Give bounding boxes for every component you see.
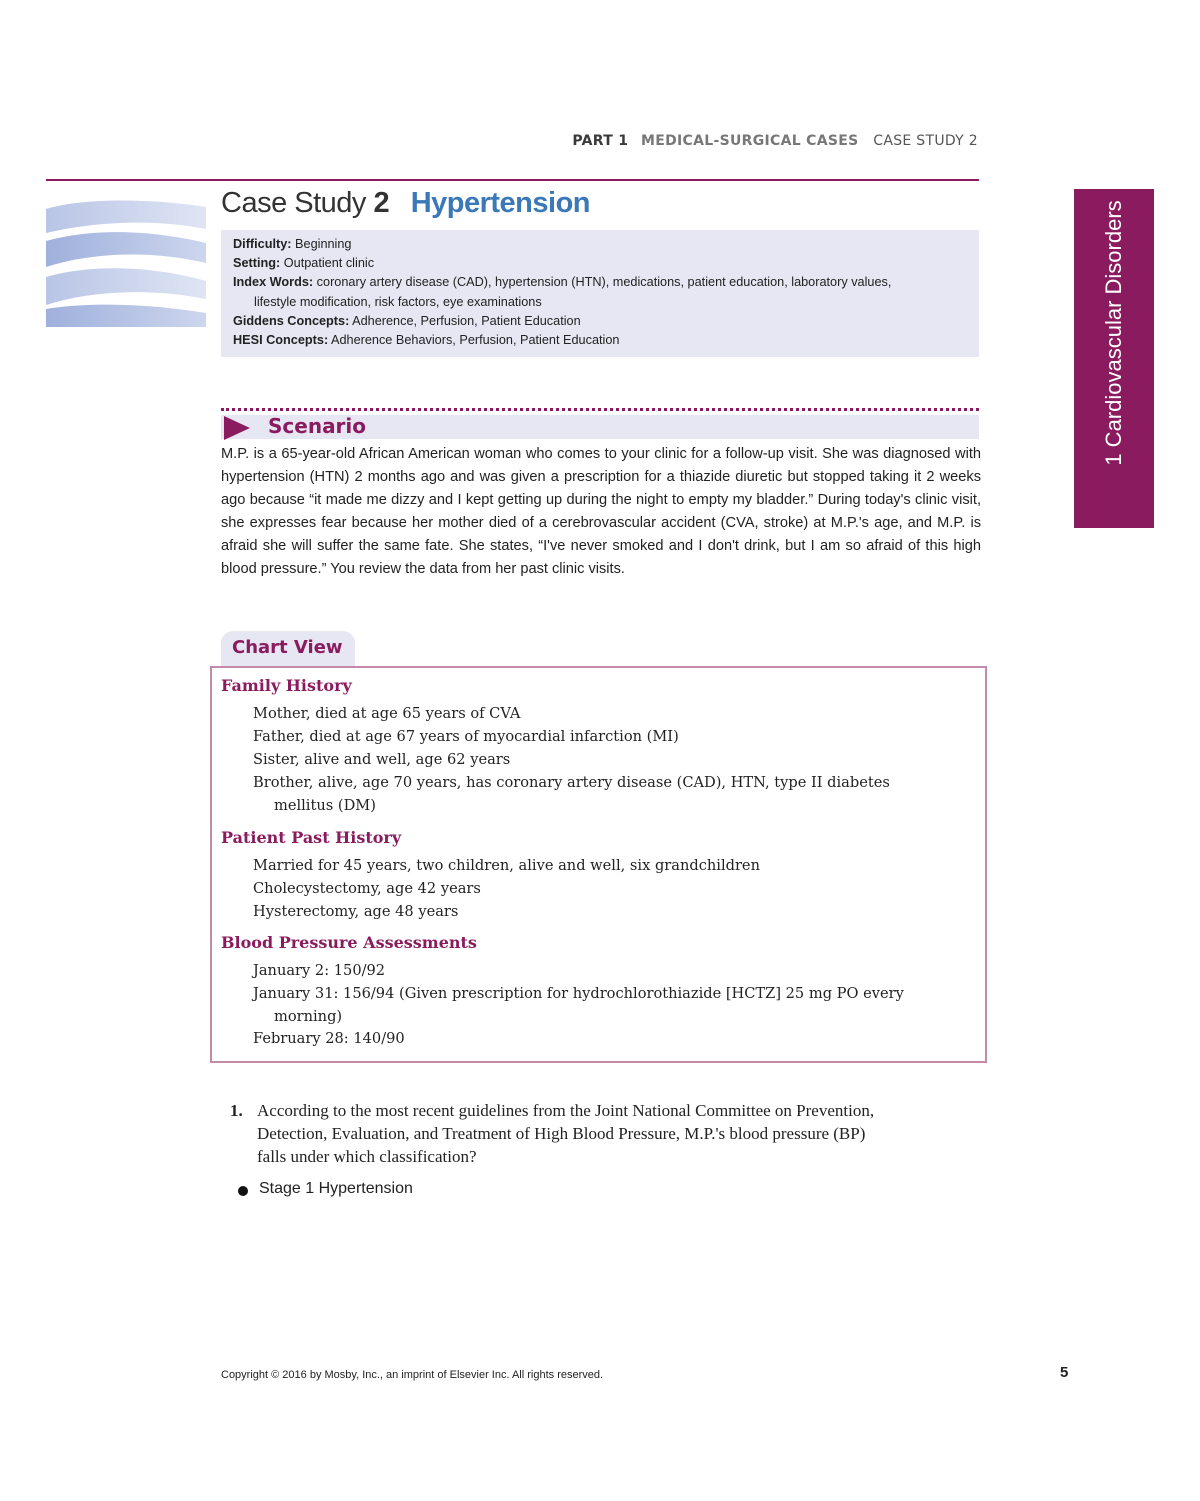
setting-value: Outpatient clinic bbox=[283, 256, 375, 270]
blood-pressure-heading: Blood Pressure Assessments bbox=[221, 933, 477, 952]
scenario-title: Scenario bbox=[268, 414, 367, 438]
case-study-number: 2 bbox=[373, 187, 390, 219]
family-history-item: Brother, alive, age 70 years, has coronary artery disease (CAD), HTN, type II diabetes bbox=[253, 774, 890, 791]
running-head bbox=[560, 133, 978, 149]
chart-view-tab-label: Chart View bbox=[232, 637, 343, 658]
family-history-item: Mother, died at age 65 years of CVA bbox=[253, 705, 521, 722]
answer-text: Stage 1 Hypertension bbox=[259, 1180, 413, 1197]
header-rule bbox=[46, 179, 979, 181]
setting-line bbox=[233, 256, 374, 270]
hesi-label: HESI Concepts: bbox=[233, 333, 329, 347]
patient-past-history-heading: Patient Past History bbox=[221, 828, 402, 847]
index-words-line bbox=[233, 275, 891, 289]
hesi-line bbox=[233, 333, 619, 347]
play-arrow-icon bbox=[224, 416, 250, 440]
question-number: 1. bbox=[230, 1101, 243, 1120]
case-label: CASE STUDY 2 bbox=[873, 133, 978, 149]
index-words-label: Index Words: bbox=[233, 275, 314, 289]
copyright-notice: Copyright © 2016 by Mosby, Inc., an imprint of Elsevier Inc. All rights reserved. bbox=[221, 1369, 604, 1381]
giddens-label: Giddens Concepts: bbox=[233, 314, 350, 328]
bullet-icon bbox=[238, 1186, 248, 1196]
giddens-value: Adherence, Perfusion, Patient Education bbox=[352, 314, 581, 328]
bp-assessment-item-continued: morning) bbox=[274, 1008, 343, 1025]
scenario-dotted-rule bbox=[221, 408, 979, 411]
difficulty-line bbox=[233, 237, 351, 251]
family-history-item: Sister, alive and well, age 62 years bbox=[253, 751, 511, 768]
page-number: 5 bbox=[1060, 1364, 1069, 1381]
question-text-line: Detection, Evaluation, and Treatment of High Blood Pressure, M.P.'s blood pressure (BP) bbox=[257, 1124, 866, 1143]
family-history-heading: Family History bbox=[221, 676, 352, 695]
bp-assessment-item: February 28: 140/90 bbox=[253, 1030, 405, 1047]
hesi-value: Adherence Behaviors, Perfusion, Patient Education bbox=[331, 333, 620, 347]
case-study-label: Case Study bbox=[221, 187, 366, 219]
section-label: MEDICAL-SURGICAL CASES bbox=[641, 133, 859, 149]
giddens-line bbox=[233, 314, 581, 328]
part-label: PART 1 bbox=[572, 133, 629, 149]
family-history-item: Father, died at age 67 years of myocardial infarction (MI) bbox=[253, 728, 679, 745]
case-study-topic: Hypertension bbox=[410, 187, 591, 219]
index-words-continued: lifestyle modification, risk factors, eye examinations bbox=[254, 295, 542, 309]
question-text-line: falls under which classification? bbox=[257, 1147, 477, 1166]
scenario-text: M.P. is a 65-year-old African American woman who comes to your clinic for a follow-up visit. She was diagnosed with hypertension (HTN) 2 months ago and was given a prescription for a thiazide diuretic but stopped taking it 2 weeks ago because “it made me dizzy and I kept getting up during the night to empty my bladder.” During today's clinic visit, she expresses fear because her mother died of a cerebrovascular accident (CVA, stroke) at M.P.'s age, and M.P. is afraid she will suffer the same fate. She states, “I've never smoked and I don't drink, but I am so afraid of this high blood pressure.” You review the data from her past clinic visits. bbox=[221, 446, 981, 577]
bp-assessment-item: January 2: 150/92 bbox=[253, 962, 386, 979]
chapter-side-tab-label: 1 Cardiovascular Disorders bbox=[1101, 200, 1126, 466]
past-history-item: Married for 45 years, two children, alive and well, six grandchildren bbox=[253, 857, 760, 874]
setting-label: Setting: bbox=[233, 256, 281, 270]
page-title bbox=[221, 187, 590, 220]
decorative-swoosh-graphic bbox=[46, 197, 206, 327]
past-history-item: Hysterectomy, age 48 years bbox=[253, 903, 459, 920]
question-text-line: According to the most recent guidelines from the Joint National Committee on Prevention, bbox=[257, 1101, 875, 1120]
past-history-item: Cholecystectomy, age 42 years bbox=[253, 880, 481, 897]
case-info-box bbox=[221, 230, 979, 357]
difficulty-value: Beginning bbox=[295, 237, 352, 251]
index-words-value: coronary artery disease (CAD), hypertension (HTN), medications, patient education, laboratory values, bbox=[316, 275, 892, 289]
family-history-item-continued: mellitus (DM) bbox=[274, 797, 376, 814]
difficulty-label: Difficulty: bbox=[233, 237, 292, 251]
bp-assessment-item: January 31: 156/94 (Given prescription for hydrochlorothiazide [HCTZ] 25 mg PO every bbox=[253, 985, 904, 1002]
